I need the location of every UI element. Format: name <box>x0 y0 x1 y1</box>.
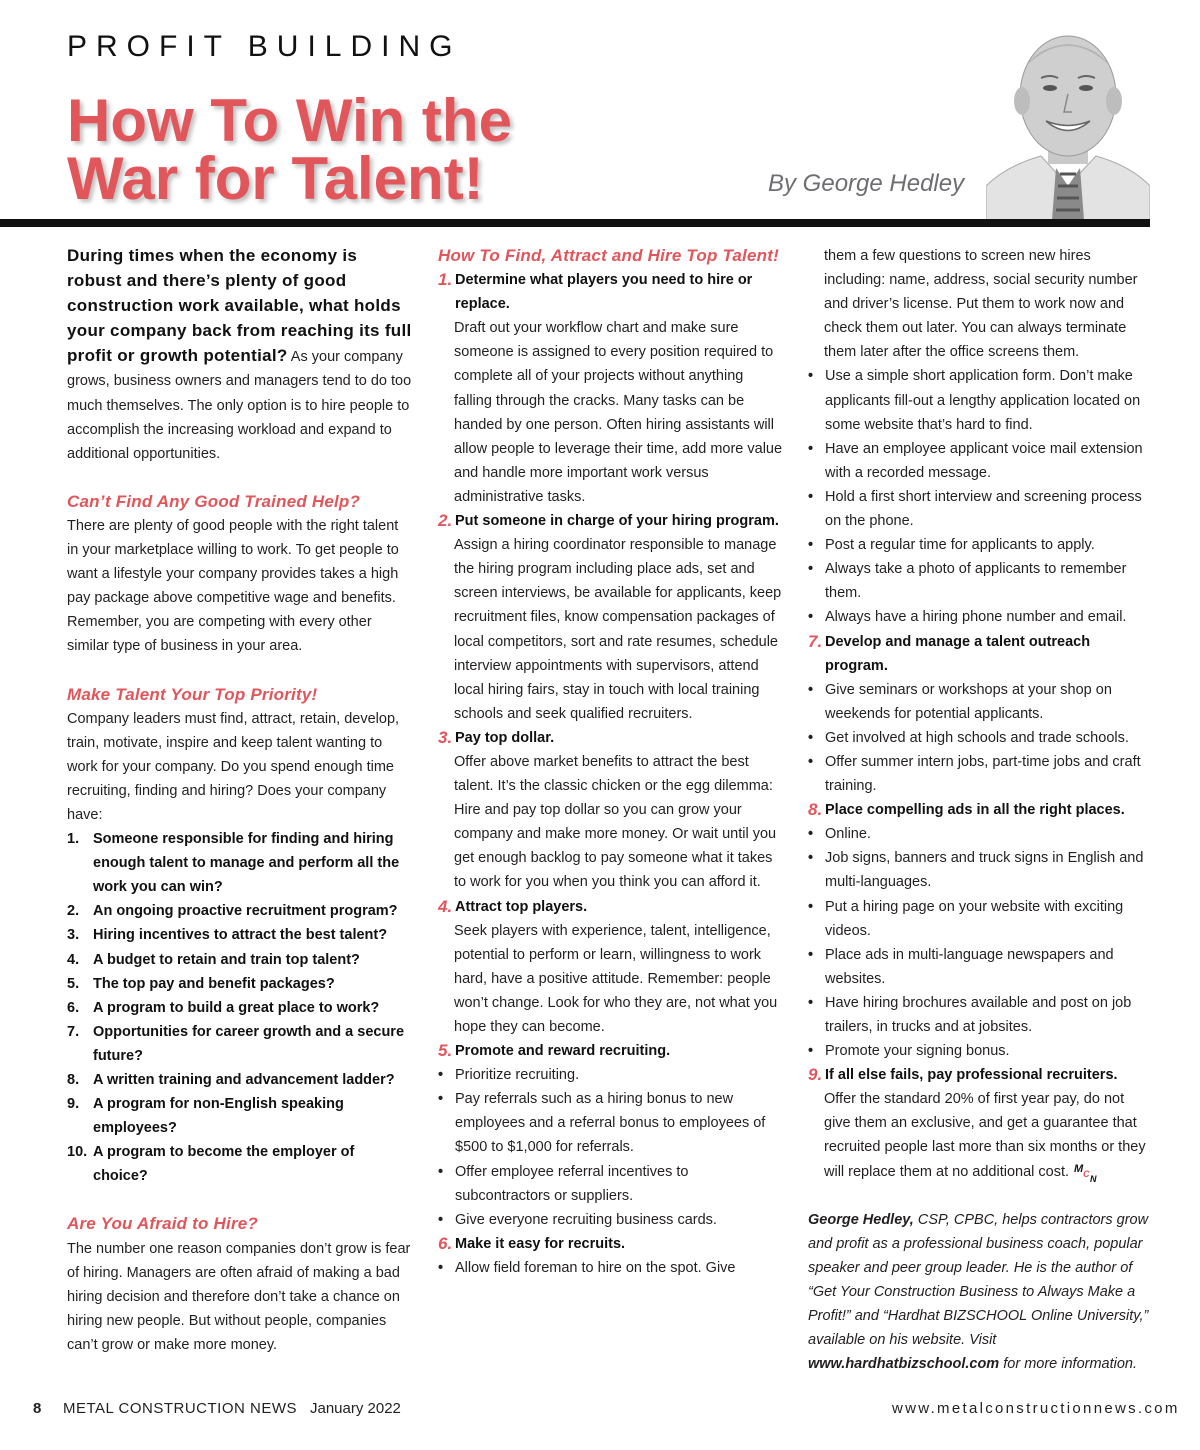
bullet-text: Pay referrals such as a hiring bonus to new employees and a referral bonus to employees of $500 to $1,000 for referrals. <box>455 1091 766 1156</box>
column-1 <box>67 244 412 1357</box>
bullet-icon: • <box>808 488 814 505</box>
list-text: A program for non-English speaking employees? <box>93 1096 344 1137</box>
list-number: 8. <box>67 1072 80 1088</box>
list-text: The top pay and benefit packages? <box>93 975 335 992</box>
section-label: PROFIT BUILDING <box>67 30 462 63</box>
step-4 <box>438 895 784 919</box>
list-text: Opportunities for career growth and a secure future? <box>93 1023 405 1064</box>
bullet-icon: • <box>808 946 814 963</box>
step-number: 7. <box>808 631 823 651</box>
list-number: 10. <box>67 1144 88 1161</box>
subhead-top-priority: Make Talent Your Top Priority! <box>67 684 318 704</box>
step-body: Assign a hiring coordinator responsible to manage the hiring program including place ads, set and screen interviews, be available for applicants, keep recruitment files, know compensation packages of local competitors, sort and rate resumes, schedule interview appointments with supervisors, attend local hiring fairs, stay in touch with local training schools and seek qualified recruiters. <box>454 537 782 722</box>
subhead-trained-help: Can’t Find Any Good Trained Help? <box>67 491 361 511</box>
publication-name: METAL CONSTRUCTION NEWS <box>63 1400 298 1417</box>
bullet-item <box>438 1063 784 1087</box>
step-5 <box>438 1039 784 1063</box>
paragraph-trained-help: There are plenty of good people with the right talent in your marketplace willing to work. To get people to want a lifestyle your company provides takes a high pay package above competitive wage and benefits. Remember, you are competing with every other similar type of business in your area. <box>67 517 399 655</box>
bullet-icon: • <box>808 898 814 915</box>
step-number: 9. <box>808 1065 823 1085</box>
bullet-icon: • <box>438 1211 444 1228</box>
bullet-text: Offer summer intern jobs, part-time jobs and craft training. <box>825 753 1141 795</box>
issue-date: January 2022 <box>310 1400 401 1417</box>
step-number: 2. <box>438 511 453 531</box>
bullet-icon: • <box>808 537 814 554</box>
title-line-1: How To Win the <box>67 87 512 154</box>
bullet-item <box>808 437 1153 485</box>
list-item <box>67 1140 412 1188</box>
bullet-list <box>438 1256 784 1280</box>
bullet-text: Have hiring brochures available and post on job trailers, in trucks and at jobsites. <box>825 994 1132 1035</box>
step-1 <box>438 268 784 316</box>
bullet-item <box>808 557 1153 605</box>
list-text: Someone responsible for finding and hiring enough talent to manage and perform all the work you can win? <box>93 831 400 896</box>
list-item <box>67 996 412 1020</box>
step-6 <box>438 1232 784 1256</box>
list-text: A program to become the employer of choice? <box>93 1144 355 1185</box>
svg-text:M: M <box>1074 1162 1084 1175</box>
byline: By George Hedley <box>768 170 965 197</box>
step-9-text: Offer the standard 20% of first year pay, do not give them an exclusive, and get a guarantee that recruited people last more than six months or they will replace them at no additional cost. <box>824 1091 1146 1180</box>
bullet-icon: • <box>808 561 814 578</box>
bullet-item <box>808 678 1153 726</box>
bio-text: CSP, CPBC, helps contractors grow and profit as a professional business coach, popular speaker and peer group leader. He is the author of “Get Your Construction Business to Always Make a Profit!” and “Hardhat BIZSCHOOL Online University,” available on his website. Visit <box>808 1211 1149 1349</box>
bullet-text: Use a simple short application form. Don’t make applicants fill-out a lengthy application located on some website that’s hard to find. <box>825 368 1141 433</box>
title-line-2: War for Talent! <box>67 145 484 212</box>
intro-rest: As your company grows, business owners and managers tend to do too much themselves. The only option is to hire people to accomplish the increasing workload and expand to additional opportunities. <box>67 349 412 462</box>
bullet-text: Prioritize recruiting. <box>455 1067 580 1084</box>
bio-name: George Hedley, <box>808 1211 914 1228</box>
bullet-icon: • <box>808 826 814 843</box>
list-number: 3. <box>67 927 80 944</box>
list-text: A budget to retain and train top talent? <box>93 951 360 968</box>
step-body <box>808 1087 1153 1183</box>
page-number: 8 <box>33 1400 42 1417</box>
step-body: Seek players with experience, talent, intelligence, potential to perform or learn, willingness to work hard, have a positive attitude. Remember: people won’t change. Look for who they are, not what you hope they can become. <box>454 922 778 1035</box>
bullet-item <box>808 533 1153 557</box>
step-title: Pay top dollar. <box>455 729 555 746</box>
bullet-item <box>808 1039 1153 1063</box>
bullet-text: Get involved at high schools and trade schools. <box>825 729 1129 746</box>
bullet-text: Online. <box>825 826 871 843</box>
bullet-icon: • <box>438 1067 444 1084</box>
step-2 <box>438 509 784 533</box>
step-number: 6. <box>438 1233 453 1253</box>
bullet-list <box>808 364 1153 629</box>
bullet-item <box>438 1256 784 1280</box>
list-number: 1. <box>67 831 80 848</box>
step-title: If all else fails, pay professional recruiters. <box>825 1067 1118 1084</box>
paragraph-top-priority: Company leaders must find, attract, retain, develop, train, motivate, inspire and keep talent wanting to work for your company. Do you spend enough time recruiting, finding and hiring? Does your company have: <box>67 710 400 823</box>
question-list <box>67 827 412 1188</box>
svg-text:N: N <box>1090 1173 1097 1183</box>
step-7 <box>808 630 1153 678</box>
list-item <box>67 948 412 972</box>
bullet-list <box>808 678 1153 798</box>
article-title <box>67 87 512 212</box>
list-text: A program to build a great place to work? <box>93 999 380 1016</box>
bullet-list <box>438 1063 784 1232</box>
step-number: 3. <box>438 727 453 747</box>
bullet-icon: • <box>808 440 814 457</box>
step-3 <box>438 726 784 750</box>
step-title: Promote and reward recruiting. <box>455 1043 671 1060</box>
step-title: Attract top players. <box>455 898 588 915</box>
step-body: Offer above market benefits to attract the best talent. It’s the classic chicken or the egg dilemma: Hire and pay top dollar so you can grow your company and make more money. Or wait until you get enough backlog to pay someone what it takes to work for you when you think you can afford it. <box>454 753 777 891</box>
bullet-text: Always take a photo of applicants to remember them. <box>825 561 1127 602</box>
step-number: 8. <box>808 800 823 820</box>
step-title: Make it easy for recruits. <box>455 1235 626 1252</box>
bullet-text: Give everyone recruiting business cards. <box>455 1211 717 1228</box>
bullet-icon: • <box>438 1091 444 1108</box>
bullet-item <box>438 1208 784 1232</box>
bullet-text: Offer employee referral incentives to subcontractors or suppliers. <box>455 1163 689 1204</box>
bullet-text: Promote your signing bonus. <box>825 1043 1010 1060</box>
bullet-item <box>438 1087 784 1159</box>
mcn-end-mark-icon <box>1073 1161 1101 1183</box>
bullet-item <box>808 943 1153 991</box>
list-item <box>67 899 412 923</box>
bullet-text: Always have a hiring phone number and email. <box>825 609 1127 626</box>
list-text: An ongoing proactive recruitment program? <box>93 903 398 920</box>
bullet-text: Put a hiring page on your website with exciting videos. <box>825 898 1124 939</box>
bullet-item <box>808 364 1153 436</box>
intro-lead: During times when the economy is robust and there’s plenty of good construction work available, what holds your company back from reaching its full profit or growth potential? <box>67 246 412 366</box>
step-number: 4. <box>438 896 453 916</box>
step-body: Draft out your workflow chart and make sure someone is assigned to every position required to complete all of your projects without anything falling through the cracks. Many tasks can be handed by one person. Often hiring assistants will allow people to leverage their time, add more value and handle more important work versus administrative tasks. <box>454 320 783 505</box>
step-9 <box>808 1063 1153 1087</box>
subhead-find-attract-hire: How To Find, Attract and Hire Top Talent! <box>438 246 779 265</box>
intro-paragraph <box>67 244 412 466</box>
subhead-afraid-to-hire: Are You Afraid to Hire? <box>67 1214 258 1234</box>
step-title: Put someone in charge of your hiring program. <box>455 513 779 530</box>
author-photo <box>986 6 1150 220</box>
bullet-item <box>808 750 1153 798</box>
step-title: Develop and manage a talent outreach program. <box>825 633 1091 674</box>
bio-end: for more information. <box>999 1356 1138 1373</box>
bullet-icon: • <box>438 1259 444 1276</box>
bullet-text: Hold a first short interview and screening process on the phone. <box>825 488 1142 530</box>
step-title: Determine what players you need to hire or replace. <box>455 272 753 313</box>
list-item <box>67 1068 412 1092</box>
list-item <box>67 923 412 947</box>
bullet-text: Post a regular time for applicants to apply. <box>825 537 1095 554</box>
step-number: 1. <box>438 270 453 290</box>
bullet-item <box>808 605 1153 629</box>
bullet-icon: • <box>808 1043 814 1060</box>
bullet-item <box>808 485 1153 533</box>
list-item <box>67 1092 412 1140</box>
bullet-item <box>808 846 1153 894</box>
bullet-text: Job signs, banners and truck signs in English and multi-languages. <box>825 850 1144 891</box>
publication-website[interactable]: www.metalconstructionnews.com <box>892 1400 1180 1417</box>
step-8 <box>808 798 1153 822</box>
list-number: 2. <box>67 903 80 920</box>
bullet-item <box>808 726 1153 750</box>
bullet-text: Have an employee applicant voice mail extension with a recorded message. <box>825 440 1143 481</box>
list-item <box>67 827 412 899</box>
bullet-item <box>438 1160 784 1208</box>
bullet-icon: • <box>808 729 814 746</box>
bullet-text: Place ads in multi-language newspapers and websites. <box>825 946 1114 987</box>
bullet-item <box>808 895 1153 943</box>
bullet-icon: • <box>808 994 814 1011</box>
list-number: 9. <box>67 1096 80 1113</box>
column-2 <box>438 244 784 1280</box>
column-3 <box>808 244 1153 1376</box>
author-bio <box>808 1208 1153 1377</box>
list-number: 7. <box>67 1023 80 1040</box>
list-item <box>67 1020 412 1068</box>
bio-website-link[interactable]: www.hardhatbizschool.com <box>808 1356 1000 1373</box>
bullet-item <box>808 991 1153 1039</box>
bullet-icon: • <box>808 753 814 770</box>
step-6-continued: them a few questions to screen new hires including: name, address, social security number and driver’s license. Put them to work now and check them out later. You can always terminate them later after the office screens them. <box>824 248 1138 361</box>
list-text: A written training and advancement ladder? <box>93 1072 395 1088</box>
bullet-icon: • <box>808 681 814 698</box>
bullet-icon: • <box>808 609 814 626</box>
step-number: 5. <box>438 1041 453 1061</box>
list-text: Hiring incentives to attract the best talent? <box>93 927 388 944</box>
bullet-icon: • <box>438 1163 444 1180</box>
bullet-item <box>808 822 1153 846</box>
header-rule <box>0 219 1150 227</box>
list-number: 5. <box>67 975 80 992</box>
bullet-icon: • <box>808 368 814 385</box>
bullet-list <box>808 822 1153 1063</box>
list-item <box>67 972 412 996</box>
step-title: Place compelling ads in all the right places. <box>825 802 1125 819</box>
list-number: 4. <box>67 951 80 968</box>
svg-text:C: C <box>1083 1168 1090 1179</box>
paragraph-afraid-to-hire: The number one reason companies don’t grow is fear of hiring. Managers are often afraid of making a bad hiring decision and therefore don’t take a chance on hiring new people. But without people, companies can’t grow or make more money. <box>67 1240 411 1353</box>
bullet-text: Give seminars or workshops at your shop on weekends for potential applicants. <box>825 681 1112 722</box>
list-number: 6. <box>67 999 80 1016</box>
bullet-icon: • <box>808 850 814 867</box>
bullet-text: Allow field foreman to hire on the spot. Give <box>455 1259 736 1276</box>
